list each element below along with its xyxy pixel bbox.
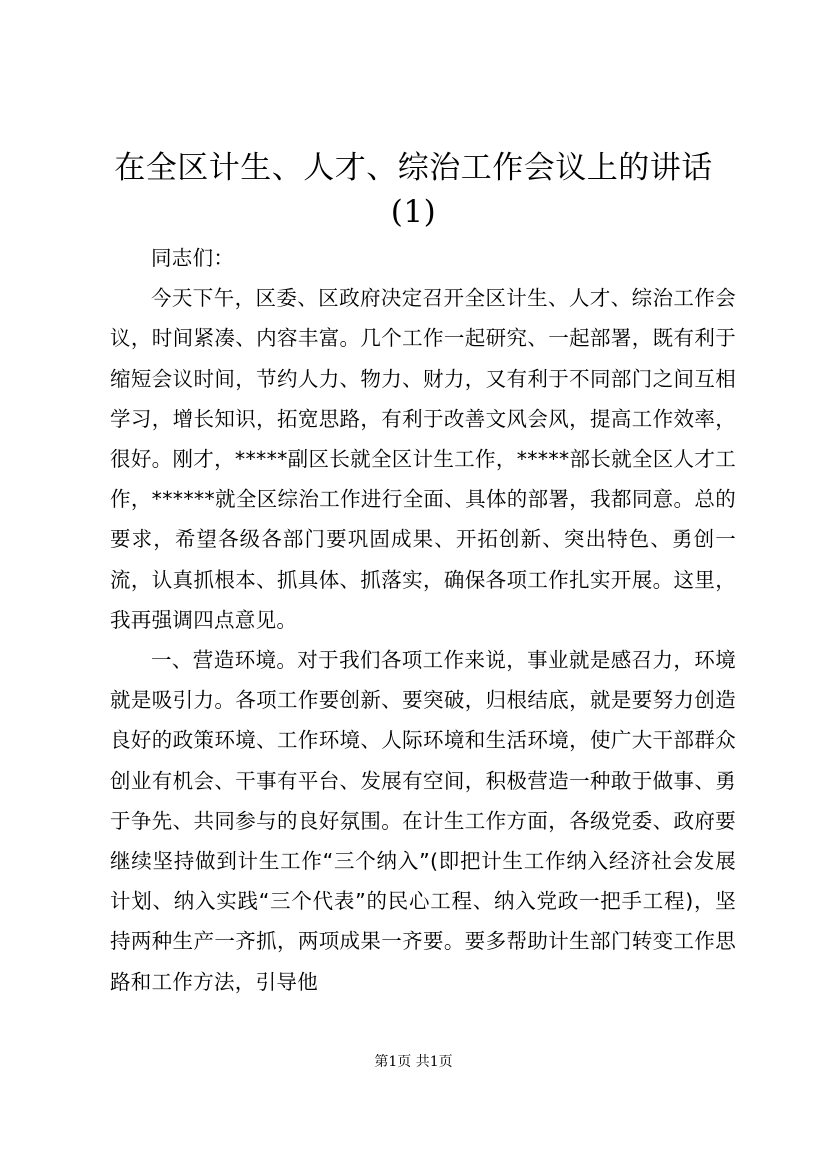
title-line-1: 在全区计生、人才、综治工作会议上的讲话 bbox=[114, 150, 713, 186]
salutation: 同志们： bbox=[151, 246, 235, 270]
document-title bbox=[90, 146, 737, 234]
paragraph-1: 今天下午，区委、区政府决定召开全区计生、人才、综治工作会议，时间紧凑、内容丰富。几个工作一起研究、一起部署，既有利于缩短会议时间，节约人力、物力、财力，又有利于不同部门之间互相学习，增长知识，拓宽思路，有利于改善文风会风，提高工作效率，很好。刚才，*****副区长就全区计生工作，*****部长就全区人才工作，******就全区综治工作进行全面、具体的部署，我都同意。总的要求，希望各级各部门要巩固成果、开拓创新、突出特色、勇创一流，认真抓根本、抓具体、抓落实，确保各项工作扎实开展。这里，我再强调四点意见。 bbox=[110, 286, 736, 632]
title-line-2: (1) bbox=[390, 194, 437, 230]
document-body bbox=[110, 238, 736, 1002]
paragraph-2: 一、营造环境。对于我们各项工作来说，事业就是感召力，环境就是吸引力。各项工作要创新、要突破，归根结底，就是要努力创造良好的政策环境、工作环境、人际环境和生活环境，使广大干部群众创业有机会、干事有平台、发展有空间，积极营造一种敢于做事、勇于争先、共同参与的良好氛围。在计生工作方面，各级党委、政府要继续坚持做到计生工作“三个纳入”(即把计生工作纳入经济社会发展计划、纳入实践“三个代表”的民心工程、纳入党政一把手工程)，坚持两种生产一齐抓，两项成果一齐要。要多帮助计生部门转变工作思路和工作方法，引导他 bbox=[110, 648, 736, 994]
page-footer: 第1页 共1页 bbox=[374, 1054, 453, 1070]
